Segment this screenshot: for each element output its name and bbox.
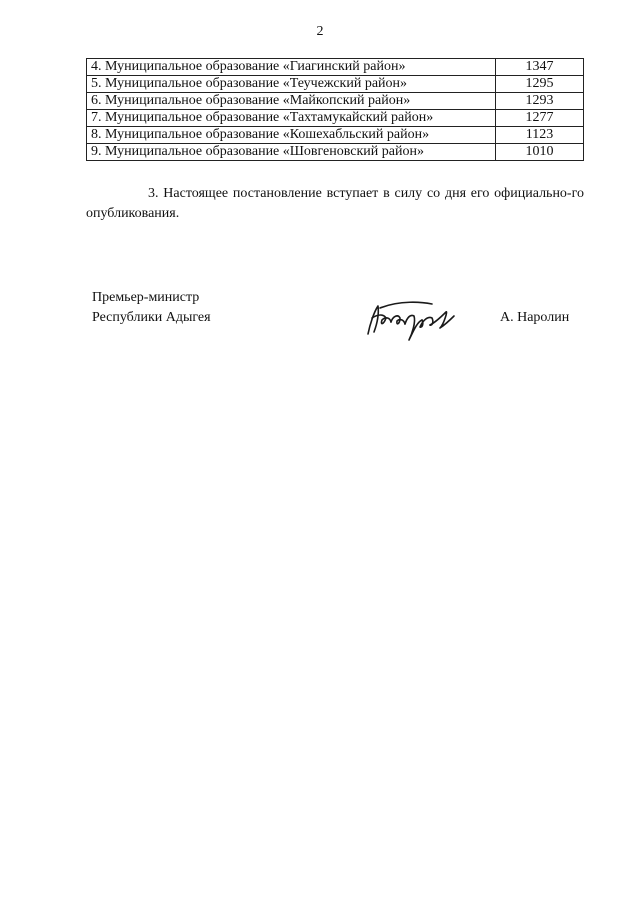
municipality-name: 9. Муниципальное образование «Шовгеновский район» — [87, 144, 496, 161]
signatory-position — [92, 288, 211, 328]
municipality-value: 1295 — [496, 76, 584, 93]
municipality-value: 1347 — [496, 59, 584, 76]
municipality-name: 4. Муниципальное образование «Гиагинский район» — [87, 59, 496, 76]
handwritten-signature — [360, 294, 460, 344]
signatory-position-line2: Республики Адыгея — [92, 310, 211, 325]
signatory-name: А. Наролин — [500, 310, 570, 325]
table-row — [87, 144, 584, 161]
municipality-name: 5. Муниципальное образование «Теучежский район» — [87, 76, 496, 93]
table-row — [87, 59, 584, 76]
paragraph-effective-date: 3. Настоящее постановление вступает в силу со дня его официально-го опубликования. — [86, 186, 584, 221]
municipality-value: 1010 — [496, 144, 584, 161]
table-row — [87, 110, 584, 127]
page-number: 2 — [316, 24, 324, 39]
table-row — [87, 93, 584, 110]
municipality-value: 1277 — [496, 110, 584, 127]
municipality-name: 7. Муниципальное образование «Тахтамукайский район» — [87, 110, 496, 127]
table-row — [87, 127, 584, 144]
municipality-name: 8. Муниципальное образование «Кошехабльский район» — [87, 127, 496, 144]
signatory-position-line1: Премьер-министр — [92, 290, 200, 305]
municipality-table — [86, 58, 584, 161]
table-row — [87, 76, 584, 93]
municipality-value: 1293 — [496, 93, 584, 110]
municipality-value: 1123 — [496, 127, 584, 144]
municipality-name: 6. Муниципальное образование «Майкопский район» — [87, 93, 496, 110]
